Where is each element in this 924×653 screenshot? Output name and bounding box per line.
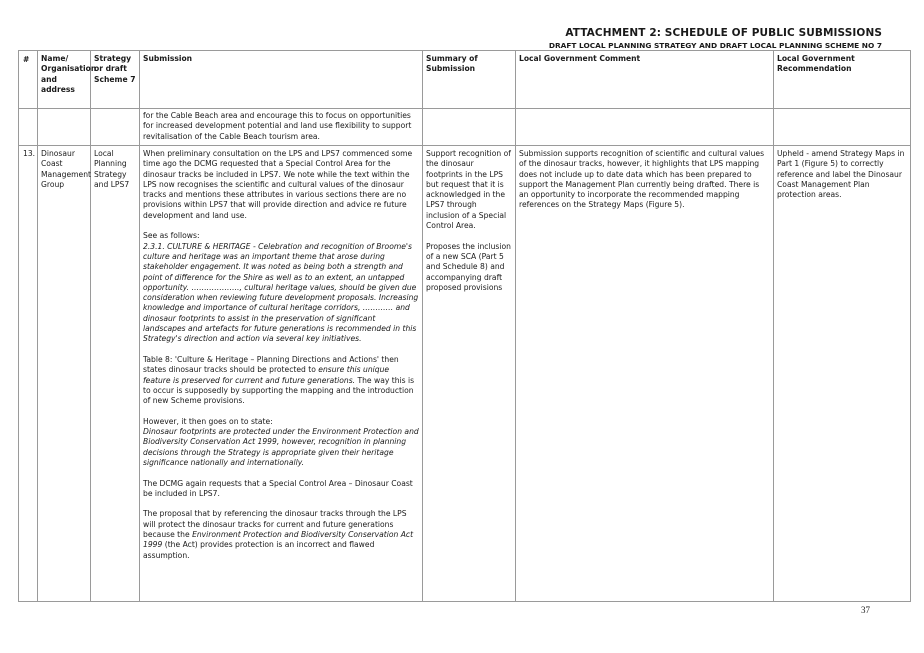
column-divider [90, 51, 91, 601]
column-divider [422, 51, 423, 601]
submission-paragraph [143, 355, 419, 406]
strategy-quote: 2.3.1. CULTURE & HERITAGE - Celebration and recognition of Broome's culture and heritage was an important theme that arose during stakeholder engagement. It was noted as being both a strength and point of difference for the Shire as well as to an extent, an untapped opportunity. ………………., cultural heritage values, should be given due consideration when reviewing future development proposals. Increasing knowledge and importance of cultural heritage corridors, ………… and dinosaur footprints to assist in the preservation of significant landscapes and artefacts for future generations is recommended in this Strategy's direction and action via several key initiatives. [143, 241, 419, 344]
row-number: 13. [23, 149, 36, 158]
submission-paragraph: When preliminary consultation on the LPS and LPS7 commenced some time ago the DCMG requested that a Special Control Area for the dinosaur tracks be included in LPS7. We note while the text within the LPS now recognises the scientific and cultural values of the dinosaur tracks and mentions these attributes in various sections there are no provisions within LPS7 that will provide direction and advice re future development and land use. [143, 149, 413, 220]
col-header-summary: Summary of Submission [426, 54, 478, 74]
col-header-number: # [23, 55, 30, 64]
submission-paragraph: The DCMG again requests that a Special Control Area – Dinosaur Coast be included in LPS7. [143, 478, 413, 498]
submission-paragraph [143, 509, 419, 560]
col-header-recommendation: Local Government Recommendation [777, 54, 855, 74]
strategy-quote: Dinosaur footprints are protected under the Environment Protection and Biodiversity Conservation Act 1999, however, recognition in planning decisions through the Strategy is appropriate given their heritage significance nationally and internationally. [143, 427, 419, 467]
submission-text [143, 149, 419, 561]
summary-paragraph: Proposes the inclusion of a new SCA (Part 5 and Schedule 8) and accompanying draft proposed provisions [426, 241, 511, 292]
submissions-table [18, 50, 911, 602]
submitter-name: Dinosaur Coast Management Group [41, 149, 92, 189]
page-number: 37 [861, 605, 870, 615]
column-divider [773, 51, 774, 601]
local-government-comment: Submission supports recognition of scientific and cultural values of the dinosaur tracks, however, it highlights that LPS mapping does not include up to date data which has been prepared to support the Management Plan currently being drafted. There is an opportunity to incorporate the recommended mapping references on the Strategy Maps (Figure 5). [519, 149, 765, 210]
text-run: The proposal that by referencing the dinosaur tracks through the LPS will protect the dinosaur tracks for current and future generations because the [143, 509, 407, 539]
submission-paragraph [143, 417, 419, 468]
row-divider [19, 108, 910, 109]
submission-paragraph [143, 231, 419, 344]
row-divider [19, 145, 910, 146]
text-run-italic: Environment Protection and Biodiversity Conservation Act 1999 [143, 529, 414, 550]
continued-submission-text: for the Cable Beach area and encourage this to focus on opportunities for increased development potential and land use flexibility to support revitalisation of the Cable Beach tourism area. [143, 111, 412, 141]
summary-paragraph: Support recognition of the dinosaur footprints in the LPS but request that it is acknowledged in the LPS7 through inclusion of a Special Control Area. [426, 149, 511, 231]
text-run: (the Act) provides protection is an incorrect and flawed assumption. [143, 540, 375, 560]
text-run-italic: ensure this unique feature is preserved for current and future generations. [143, 365, 390, 385]
document-title: ATTACHMENT 2: SCHEDULE OF PUBLIC SUBMISSIONS [565, 27, 882, 39]
quote-intro: See as follows: [143, 231, 200, 241]
col-header-name: Name/ Organisation and address [41, 54, 97, 94]
column-divider [139, 51, 140, 601]
quote-intro: However, it then goes on to state: [143, 416, 273, 426]
text-run: Table 8: 'Culture & Heritage – Planning Directions and Actions' then states dinosaur tracks should be protected to [143, 354, 399, 375]
col-header-submission: Submission [143, 54, 193, 63]
column-divider [37, 51, 38, 601]
col-header-strategy: Strategy or draft Scheme 7 [94, 54, 136, 84]
document-subtitle: DRAFT LOCAL PLANNING STRATEGY AND DRAFT LOCAL PLANNING SCHEME NO 7 [548, 41, 882, 50]
strategy-scheme: Local Planning Strategy and LPS7 [94, 149, 130, 189]
submission-summary [426, 149, 512, 293]
text-run: The way this is to occur is supposedly by supporting the mapping and the introduction of new Scheme provisions. [143, 375, 415, 406]
local-government-recommendation: Upheld - amend Strategy Maps in Part 1 (Figure 5) to correctly reference and label the Dinosaur Coast Management Plan protection areas. [777, 149, 905, 200]
col-header-comment: Local Government Comment [519, 54, 641, 63]
column-divider [515, 51, 516, 601]
